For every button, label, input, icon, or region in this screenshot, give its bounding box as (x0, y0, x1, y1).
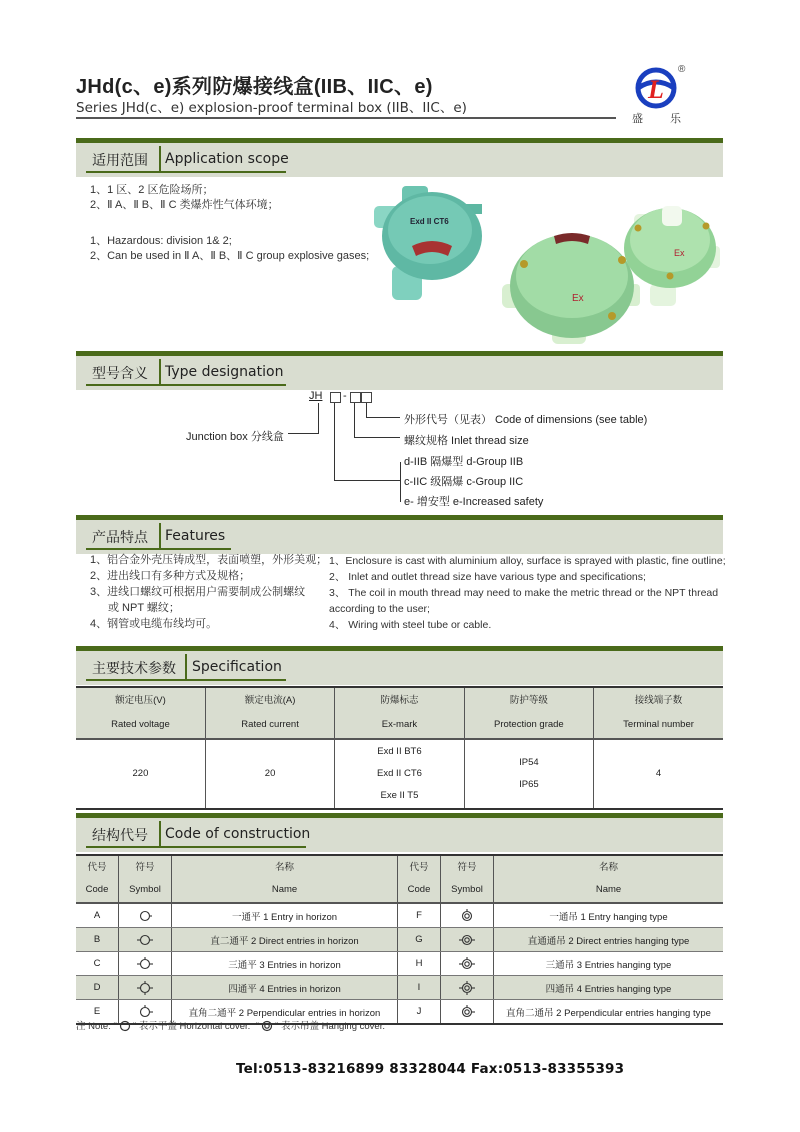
svg-text:乐: 乐 (670, 112, 681, 125)
connector-line (288, 433, 319, 434)
column-header: 防护等级 Protection grade (464, 687, 593, 739)
connector-line (366, 417, 400, 418)
three-entries-hanging-icon (459, 957, 475, 971)
name-cell: 四通平 4 Entries in horizon (172, 976, 398, 1000)
section-title-en: Application scope (165, 151, 289, 167)
feature-zh-3b: 或 NPT 螺纹； (108, 602, 180, 614)
code-cell: B (76, 928, 119, 952)
connector-line (318, 403, 319, 433)
svg-text:®: ® (678, 64, 686, 75)
page-title: JHd(c、e)系列防爆接线盒(IIB、IIC、e) (76, 76, 433, 98)
section-title-zh: 适用范围 (92, 153, 148, 169)
table-header-row (76, 687, 723, 739)
symbol-cell (119, 928, 172, 952)
rated-current-value: 20 (205, 739, 334, 809)
group-c-label: c-IIC 级隔爆 c-Group IIC (404, 476, 524, 488)
four-entries-hanging-icon (459, 981, 475, 995)
symbol-cell (119, 903, 172, 928)
ex-mark-cell (335, 739, 464, 809)
section-header-construction (76, 813, 723, 852)
connector-line (334, 480, 400, 481)
code-box-thread (350, 392, 361, 403)
divider (159, 821, 161, 847)
name-cell: 一通吊 1 Entry hanging type (494, 903, 724, 928)
section-header-features (76, 515, 723, 554)
protection-grade-cell (464, 739, 593, 809)
photo-label: Exd II CT6 (410, 217, 449, 226)
symbol-cell (119, 976, 172, 1000)
application-zh-1: 1、1 区、2 区危险场所； (90, 184, 214, 196)
symbol-cell (441, 928, 494, 952)
section-title-en: Specification (192, 659, 282, 675)
column-header: 防爆标志 Ex-mark (335, 687, 464, 739)
construction-note: 注 Note: " " 表示平盖 Horizontal cover. " " 表示吊盖 Hanging cover. (76, 1021, 385, 1032)
connector-line (354, 437, 400, 438)
table-row (76, 976, 723, 1000)
column-header: 接线端子数 Terminal number (594, 687, 723, 739)
name-cell: 直通通吊 2 Direct entries hanging type (494, 928, 724, 952)
column-header-name: 名称 Name (172, 855, 398, 903)
divider (159, 146, 161, 172)
underline (86, 548, 231, 550)
company-logo (626, 62, 696, 126)
protection-grade-value: IP65 (519, 779, 539, 790)
underline (86, 384, 286, 386)
name-cell: 直角二通平 2 Perpendicular entries in horizon (172, 1000, 398, 1025)
table-header-row (76, 855, 723, 903)
column-header-code: 代号 Code (76, 855, 119, 903)
feature-en-4: 4、 Wiring with steel tube or cable. (329, 619, 492, 631)
one-entry-hanging-icon (459, 909, 475, 923)
code-cell: G (398, 928, 441, 952)
section-header-type-designation (76, 351, 723, 390)
svg-text:Ex: Ex (572, 293, 584, 304)
symbol-cell (441, 976, 494, 1000)
feature-en-3: 3、 The coil in mouth thread may need to make the metric thread or the NPT thread (329, 587, 719, 599)
three-entries-horizontal-icon (137, 957, 153, 971)
name-cell: 直角二通吊 2 Perpendicular entries hanging type (494, 1000, 724, 1025)
column-header: 额定电流(A) Rated current (205, 687, 334, 739)
code-cell: I (398, 976, 441, 1000)
type-prefix: JH (309, 390, 323, 402)
code-box-group (330, 392, 341, 403)
symbol-cell (441, 1000, 494, 1025)
specification-table (76, 686, 723, 810)
bracket-line (400, 462, 401, 502)
underline (86, 171, 286, 173)
table-row (76, 903, 723, 928)
hanging-cover-icon (259, 1019, 275, 1033)
construction-table (76, 854, 723, 1025)
code-cell: C (76, 952, 119, 976)
code-cell: F (398, 903, 441, 928)
feature-en-3b: according to the user; (329, 603, 430, 615)
section-title-en: Features (165, 528, 226, 544)
dimension-code-label: 外形代号（见表） Code of dimensions (see table) (404, 414, 648, 426)
feature-zh-2: 2、进出线口有多种方式及规格； (90, 570, 251, 582)
two-direct-entries-hanging-icon (459, 933, 475, 947)
application-en-2: 2、Can be used in Ⅱ A、Ⅱ B、Ⅱ C group explosive gases; (90, 250, 370, 262)
contact-info: Tel:0513-83216899 83328044 Fax:0513-83355393 (236, 1061, 625, 1077)
page-subtitle: Series JHd(c、e) explosion-proof terminal box (IIB、IIC、e) (76, 100, 467, 116)
product-photo (372, 176, 722, 348)
table-row (76, 952, 723, 976)
divider (159, 359, 161, 385)
perpendicular-entries-horizontal-icon (137, 1005, 153, 1019)
ex-mark-value: Exd II CT6 (377, 768, 422, 779)
section-header-application (76, 138, 723, 177)
name-cell: 直二通平 2 Direct entries in horizon (172, 928, 398, 952)
ex-mark-value: Exd II BT6 (377, 746, 422, 757)
column-header-code: 代号 Code (398, 855, 441, 903)
section-title-zh: 结构代号 (92, 828, 148, 844)
code-cell: D (76, 976, 119, 1000)
code-box-dimension (361, 392, 372, 403)
terminal-number-value: 4 (594, 739, 723, 809)
group-d-label: d-IIB 隔爆型 d-Group IIB (404, 456, 524, 468)
column-header-symbol: 符号 Symbol (119, 855, 172, 903)
symbol-cell (441, 903, 494, 928)
section-title-zh: 型号含义 (92, 366, 148, 382)
application-en-1: 1、Hazardous: division 1& 2; (90, 235, 232, 247)
code-cell: E (76, 1000, 119, 1025)
section-title-zh: 产品特点 (92, 530, 148, 546)
name-cell: 三通吊 3 Entries hanging type (494, 952, 724, 976)
code-cell: H (398, 952, 441, 976)
thread-size-label: 螺纹规格 Inlet thread size (404, 435, 529, 447)
column-header-symbol: 符号 Symbol (441, 855, 494, 903)
name-cell: 四通吊 4 Entries hanging type (494, 976, 724, 1000)
underline (86, 846, 306, 848)
table-row (76, 928, 723, 952)
name-cell: 三通平 3 Entries in horizon (172, 952, 398, 976)
protection-grade-value: IP54 (519, 757, 539, 768)
feature-zh-1: 1、铝合金外壳压铸成型，表面喷塑，外形美观； (90, 554, 328, 566)
four-entries-horizontal-icon (137, 981, 153, 995)
title-divider (76, 117, 616, 119)
column-header-name: 名称 Name (494, 855, 724, 903)
section-title-en: Code of construction (165, 826, 311, 842)
symbol-cell (441, 952, 494, 976)
perpendicular-entries-hanging-icon (459, 1005, 475, 1019)
ex-mark-value: Exe II T5 (380, 790, 419, 801)
section-title-zh: 主要技术参数 (92, 661, 176, 677)
svg-text:盛: 盛 (632, 112, 643, 125)
connector-line (366, 403, 367, 418)
one-entry-horizontal-icon (137, 909, 153, 923)
group-e-label: e- 增安型 e-Increased safety (404, 496, 544, 508)
symbol-cell (119, 952, 172, 976)
rated-voltage-value: 220 (132, 768, 149, 779)
feature-en-1: 1、Enclosure is cast with aluminium alloy, surface is sprayed with plastic, fine outline; (329, 555, 726, 567)
feature-en-2: 2、 Inlet and outlet thread size have various type and specifications; (329, 571, 646, 583)
underline (86, 679, 286, 681)
name-cell: 一通平 1 Entry in horizon (172, 903, 398, 928)
section-title-en: Type designation (165, 364, 284, 380)
feature-zh-4: 4、钢管或电缆布线均可。 (90, 618, 218, 630)
svg-text:Ex: Ex (674, 248, 685, 258)
svg-text:L: L (648, 75, 664, 104)
application-zh-2: 2、Ⅱ A、Ⅱ B、Ⅱ C 类爆炸性气体环境； (90, 199, 279, 211)
horizontal-cover-icon (117, 1019, 133, 1033)
two-direct-entries-horizontal-icon (137, 933, 153, 947)
code-cell: A (76, 903, 119, 928)
feature-zh-3: 3、进线口螺纹可根据用户需要制成公制螺纹 (90, 586, 306, 598)
connector-line (354, 403, 355, 438)
divider (159, 523, 161, 549)
junction-box-green-1 (502, 233, 640, 344)
code-cell: J (398, 1000, 441, 1025)
connector-line (334, 403, 335, 481)
junction-box-label: Junction box 分线盒 (186, 431, 284, 443)
column-header: 额定电压(V) Rated voltage (76, 687, 205, 739)
section-header-specification (76, 646, 723, 685)
junction-box-teal (374, 186, 482, 300)
table-row (76, 739, 723, 809)
type-dash: - (343, 390, 347, 402)
divider (185, 654, 187, 680)
